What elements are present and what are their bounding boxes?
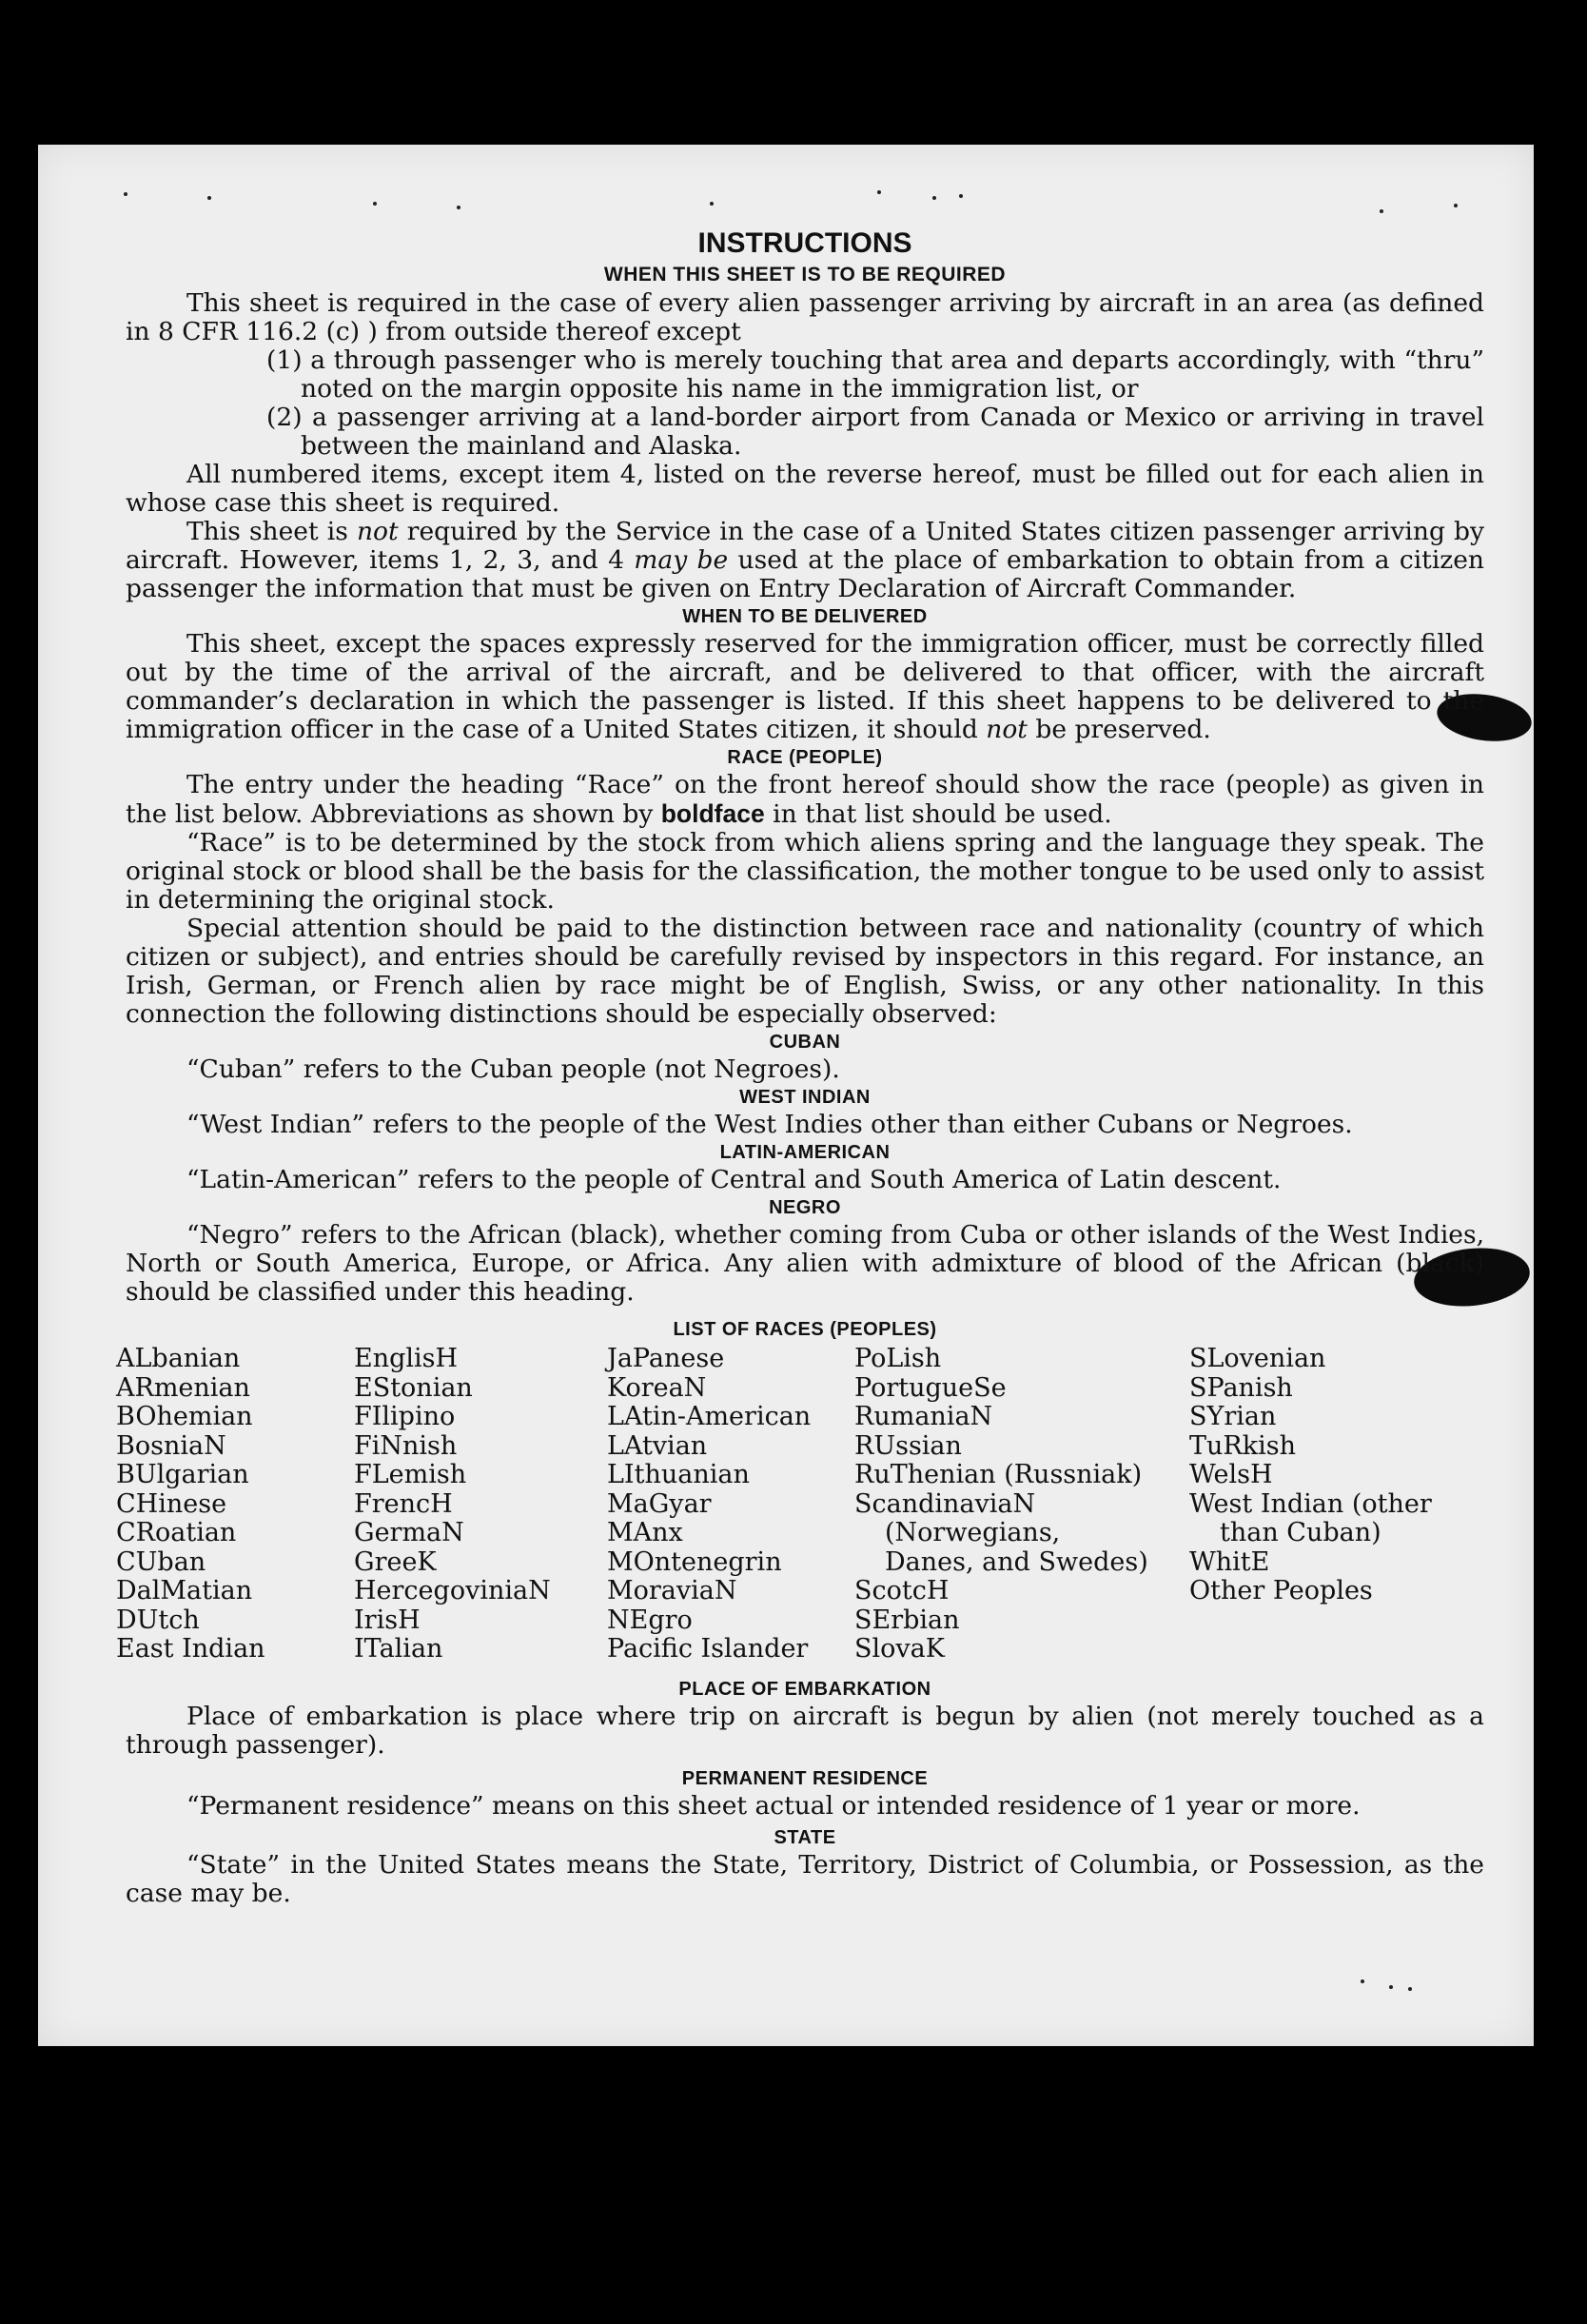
races-list <box>116 1344 1484 1676</box>
heading-list-of-races: LIST OF RACES (PEOPLES) <box>673 1319 937 1340</box>
race-entry: LAtin-American <box>607 1402 812 1431</box>
race-entry: ITalian <box>354 1634 443 1664</box>
definition-state: “State” in the United States means the State, Territory, District of Columbia, or Possession, as the case may be. <box>126 1850 1484 1908</box>
races-column-5 <box>1189 1345 1475 1606</box>
race-entry: MoraviaN <box>607 1576 737 1605</box>
race-entry: EnglisH <box>354 1344 459 1373</box>
paragraph-required-case: This sheet is required in the case of every alien passenger arriving by aircraft in an area (as defined in 8 CFR 116.2 (c) ) from outside thereof except <box>126 288 1484 346</box>
race-entry: GreeK <box>354 1546 437 1577</box>
definition-permanent-residence: “Permanent residence” means on this sheet actual or intended residence of 1 year or more. <box>186 1791 1361 1821</box>
heading-west-indian: WEST INDIAN <box>739 1087 871 1108</box>
race-entry: LAtvian <box>607 1430 708 1461</box>
heading-place-of-embarkation: PLACE OF EMBARKATION <box>678 1679 931 1700</box>
race-entry: CHinese <box>116 1488 227 1519</box>
race-entry: DalMatian <box>116 1576 253 1605</box>
heading-cuban: CUBAN <box>769 1032 841 1053</box>
race-entry: TuRkish <box>1189 1430 1296 1461</box>
race-entry: BUlgarian <box>116 1460 249 1489</box>
race-entry: NEgro <box>607 1605 693 1635</box>
race-entry: MOntenegrin <box>607 1546 782 1577</box>
paragraph-delivery: This sheet, except the spaces expressly reserved for the immigration officer, must be correctly filled out by the time of the arrival of the aircraft, and be delivered to that officer, with the aircraft commander’s declaration in which the passenger is listed. If this sheet happens to be delivered to the immigration officer in the case of a United States citizen, it should not be preserved. <box>126 629 1484 744</box>
race-entry: SlovaK <box>854 1634 945 1664</box>
race-entry: LIthuanian <box>607 1460 750 1489</box>
document-page <box>38 145 1534 2046</box>
race-entry: FiNnish <box>354 1430 458 1461</box>
race-entry: FIlipino <box>354 1402 456 1431</box>
race-entry: MaGyar <box>607 1488 712 1519</box>
definition-latin-american: “Latin-American” refers to the people of Central and South America of Latin descent. <box>186 1165 1282 1194</box>
race-entry: IrisH <box>354 1605 421 1635</box>
race-entry: SErbian <box>854 1605 960 1635</box>
races-column-1 <box>116 1345 354 1664</box>
race-entry: RuThenian (Russniak) <box>854 1460 1143 1489</box>
paragraph-race-entry: The entry under the heading “Race” on the front hereof should show the race (people) as given in the list below. Abbreviations as shown by boldface in that list should be used. <box>126 770 1484 829</box>
race-entry: WhitE <box>1189 1546 1270 1577</box>
race-entry: CRoatian <box>116 1518 237 1547</box>
race-entry: West Indian (other than Cuban) <box>1189 1488 1432 1547</box>
race-entry: JaPanese <box>607 1344 725 1373</box>
definition-negro: “Negro” refers to the African (black), whether coming from Cuba or other islands of the West Indies, North or South America, Europe, or Africa. Any alien with admixture of blood of the African (black) should be classified under this heading. <box>126 1220 1484 1307</box>
definition-cuban: “Cuban” refers to the Cuban people (not Negroes). <box>186 1054 840 1084</box>
race-entry: Pacific Islander <box>607 1634 809 1664</box>
race-entry: Other Peoples <box>1189 1576 1373 1605</box>
race-entry: WelsH <box>1189 1460 1273 1489</box>
paragraph-race-nationality: Special attention should be paid to the distinction between race and nationality (country of which citizen or subject), and entries should be carefully revised by inspectors in this regard. For instance, an Irish, German, or French alien by race might be of English, Swiss, or any other nationality. In this connection the following distinctions should be especially observed: <box>126 914 1484 1029</box>
paragraph-numbered-items: All numbered items, except item 4, listed on the reverse hereof, must be filled out for each alien in whose case this sheet is required. <box>126 460 1484 518</box>
races-column-3 <box>607 1345 854 1664</box>
paragraph-race-stock: “Race” is to be determined by the stock from which aliens spring and the language they speak. The original stock or blood shall be the basis for the classification, the mother tongue to be used only to assist in determining the original stock. <box>126 828 1484 915</box>
definition-place-of-embarkation: Place of embarkation is place where trip on aircraft is begun by alien (not merely touched as a through passenger). <box>126 1702 1484 1760</box>
race-entry: MAnx <box>607 1518 683 1547</box>
exception-item-2: (2) a passenger arriving at a land-border airport from Canada or Mexico or arriving in travel between the mainland and Alaska. <box>266 403 1484 461</box>
race-entry: ScotcH <box>854 1576 950 1605</box>
heading-latin-american: LATIN-AMERICAN <box>719 1142 891 1163</box>
race-entry: ScandinaviaN (Norwegians, Danes, and Swedes) <box>854 1488 1148 1577</box>
race-entry: ARmenian <box>116 1372 250 1403</box>
race-entry: EStonian <box>354 1372 473 1403</box>
race-entry: GermaN <box>354 1518 464 1547</box>
race-entry: PoLish <box>854 1344 942 1373</box>
race-entry: KoreaN <box>607 1372 707 1403</box>
race-entry: SPanish <box>1189 1372 1293 1403</box>
heading-race: RACE (PEOPLE) <box>727 747 883 768</box>
race-entry: HercegoviniaN <box>354 1576 551 1605</box>
race-entry: RumaniaN <box>854 1402 993 1431</box>
page-title: INSTRUCTIONS <box>697 227 912 259</box>
race-entry: PortugueSe <box>854 1372 1007 1403</box>
race-entry: CUban <box>116 1546 206 1577</box>
race-entry: East Indian <box>116 1634 265 1664</box>
race-entry: BOhemian <box>116 1402 253 1431</box>
races-column-2 <box>354 1345 601 1664</box>
race-entry: BosniaN <box>116 1430 226 1461</box>
exception-item-1: (1) a through passenger who is merely touching that area and departs accordingly, with “thru” noted on the margin opposite his name in the immigration list, or <box>266 345 1484 404</box>
race-entry: ALbanian <box>116 1344 241 1373</box>
race-entry: RUssian <box>854 1430 962 1461</box>
heading-when-delivered: WHEN TO BE DELIVERED <box>682 606 928 627</box>
heading-permanent-residence: PERMANENT RESIDENCE <box>681 1768 929 1789</box>
races-column-4 <box>854 1345 1149 1664</box>
race-entry: FLemish <box>354 1460 467 1489</box>
heading-state: STATE <box>774 1827 836 1848</box>
race-entry: FrencH <box>354 1488 453 1519</box>
heading-negro: NEGRO <box>769 1197 841 1218</box>
paragraph-citizen-passenger: This sheet is not required by the Service in the case of a United States citizen passenger arriving by aircraft. However, items 1, 2, 3, and 4 may be used at the place of embarkation to obtain from a citizen passenger the information that must be given on Entry Declaration of Aircraft Commander. <box>126 517 1484 603</box>
heading-when-required: WHEN THIS SHEET IS TO BE REQUIRED <box>603 264 1007 286</box>
race-entry: SLovenian <box>1189 1344 1326 1373</box>
race-entry: DUtch <box>116 1605 200 1635</box>
race-entry: SYrian <box>1189 1402 1277 1431</box>
instructions-text <box>116 226 1484 1908</box>
definition-west-indian: “West Indian” refers to the people of the West Indies other than either Cubans or Negroes. <box>186 1110 1353 1139</box>
